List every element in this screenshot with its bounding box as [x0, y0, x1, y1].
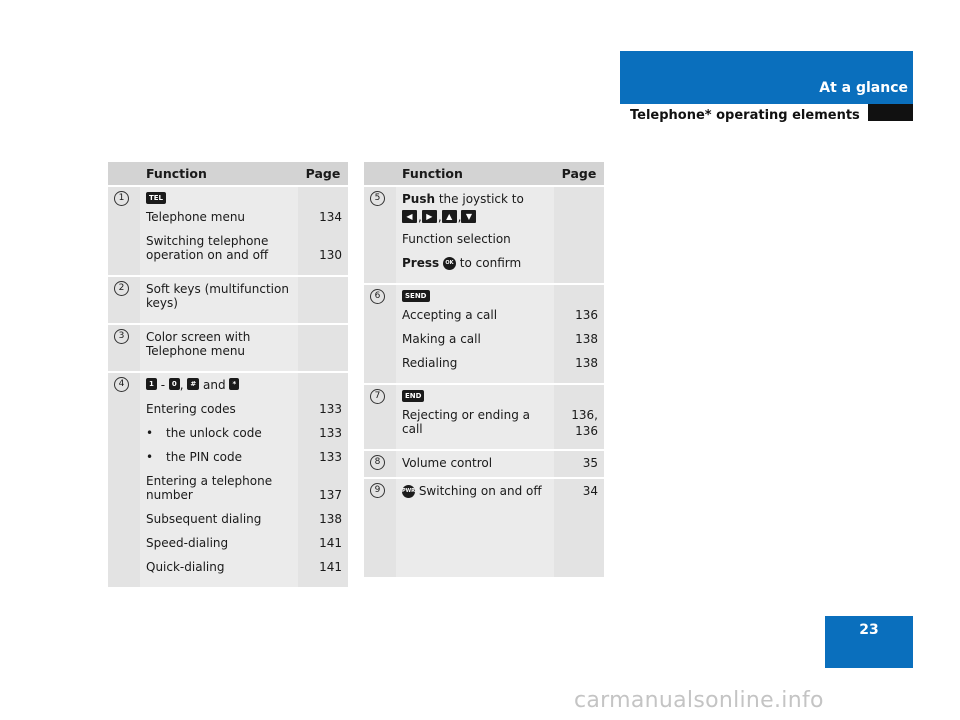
function-text: Rejecting or ending a call — [402, 408, 530, 436]
function-text: the PIN code — [166, 450, 243, 464]
item-number: 2 — [114, 281, 129, 296]
page-number: 23 — [859, 622, 879, 638]
item-number: 4 — [114, 377, 129, 392]
header-bar — [868, 104, 913, 121]
function-text: Color screen with Telephone menu — [146, 330, 251, 358]
item-number: 6 — [370, 289, 385, 304]
ok-key-icon: OK — [443, 257, 456, 270]
page-ref: 133 — [319, 402, 342, 416]
page-ref: 35 — [582, 456, 598, 470]
function-text: Soft keys (multifunction keys) — [146, 282, 289, 310]
item-number: 8 — [370, 455, 385, 470]
section-title: At a glance — [819, 80, 908, 96]
item-7 — [364, 383, 604, 449]
page-ref: 141 — [319, 536, 342, 550]
item-number: 9 — [370, 483, 385, 498]
page-ref: 130 — [319, 248, 342, 262]
item-number: 7 — [370, 389, 385, 404]
function-text: Subsequent dialing — [146, 512, 262, 526]
page-ref: 141 — [319, 560, 342, 574]
left-table — [108, 162, 348, 587]
subsection-title: Telephone* operating elements — [630, 108, 860, 123]
right-arrow-icon: ▶ — [422, 210, 437, 223]
keypad-keys: 1 - 0 , # and * — [146, 378, 298, 396]
left-arrow-icon: ◀ — [402, 210, 417, 223]
function-text: Switching on and off — [415, 484, 542, 498]
page-header: Page — [561, 166, 597, 181]
page-ref: 138 — [319, 512, 342, 526]
function-text: Telephone menu — [146, 210, 246, 224]
function-text: Quick-dialing — [146, 560, 225, 574]
function-text: Volume control — [402, 456, 493, 470]
function-text: Accepting a call — [402, 308, 498, 322]
item-3 — [108, 323, 348, 371]
page-ref: 136, — [571, 408, 598, 422]
function-text: Switching telephone operation on and off — [146, 234, 269, 262]
function-header: Function — [146, 166, 207, 181]
key-1-icon: 1 — [146, 378, 157, 390]
page-header: Page — [305, 166, 341, 181]
left-table-header — [108, 162, 348, 185]
item-2 — [108, 275, 348, 323]
item-number: 5 — [370, 191, 385, 206]
function-text: Redialing — [402, 356, 458, 370]
function-text: Speed-dialing — [146, 536, 229, 550]
page-ref: 137 — [319, 488, 342, 502]
page-ref: 138 — [575, 356, 598, 370]
item-5: 5 Push the joystick to ◀ , ▶ , ▲ , ▼ Function selection Press OK to confirm — [364, 185, 604, 283]
function-text: Entering a telephone number — [146, 474, 273, 502]
header-box — [620, 51, 913, 104]
up-arrow-icon: ▲ — [442, 210, 457, 223]
watermark: carmanualsonline.info — [574, 688, 824, 713]
down-arrow-icon: ▼ — [461, 210, 476, 223]
end-key-icon: END — [402, 390, 424, 402]
hash-key-icon: # — [187, 378, 199, 390]
item-4: 4 1 - 0 , # and * Entering codes • the unlock code • the PIN code Entering a telephone number Subsequent dialing Speed-dialing Quick-dialing 133 133 133 137 138 141 141 — [108, 371, 348, 587]
send-key-icon: SEND — [402, 290, 430, 302]
item-6 — [364, 283, 604, 383]
key-0-icon: 0 — [169, 378, 180, 390]
tel-key-icon: TEL — [146, 192, 166, 204]
page-ref: 134 — [319, 210, 342, 224]
item-8 — [364, 449, 604, 477]
page-ref: 136 — [575, 308, 598, 322]
page-ref: 138 — [575, 332, 598, 346]
right-table — [364, 162, 604, 577]
star-key-icon: * — [229, 378, 239, 390]
power-key-icon: PWR — [402, 485, 415, 498]
item-number: 1 — [114, 191, 129, 206]
page-ref: 34 — [582, 484, 598, 498]
function-header: Function — [402, 166, 463, 181]
function-text: Entering codes — [146, 402, 236, 416]
item-1 — [108, 185, 348, 275]
page-ref: 133 — [319, 450, 342, 464]
function-text: Function selection — [402, 232, 511, 246]
item-9 — [364, 477, 604, 577]
right-table-header — [364, 162, 604, 185]
function-text: Making a call — [402, 332, 481, 346]
page-ref: 133 — [319, 426, 342, 440]
item-number: 3 — [114, 329, 129, 344]
page-number-box — [825, 616, 913, 668]
joystick-arrows: ◀ , ▶ , ▲ , ▼ — [402, 210, 554, 232]
page-ref: 136 — [575, 424, 598, 438]
function-text: the unlock code — [166, 426, 262, 440]
